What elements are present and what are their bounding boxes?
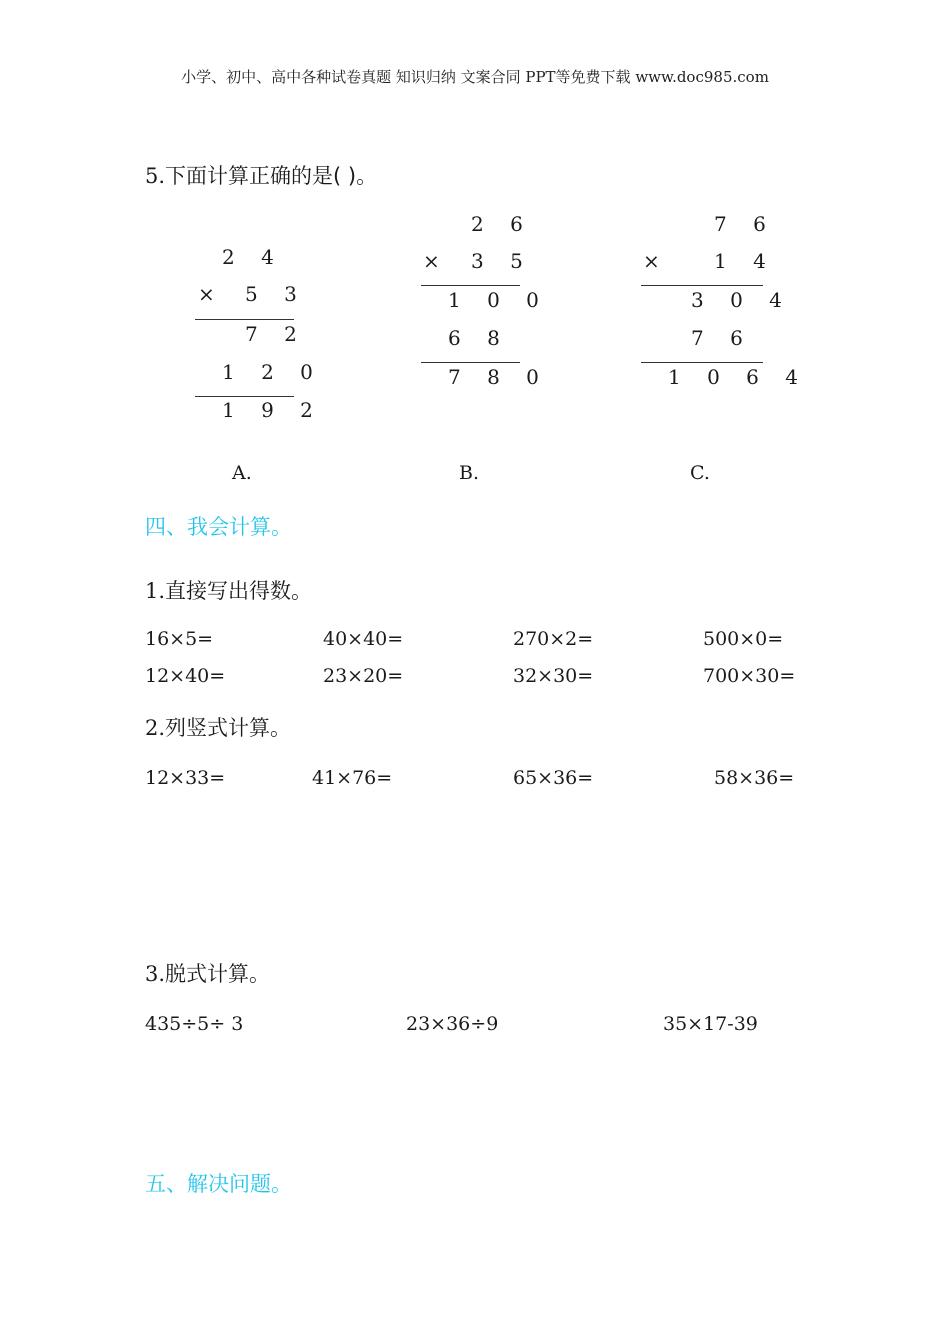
- vertical-problem: 58×36=: [714, 767, 795, 789]
- option-a-result: 1 9 2: [222, 398, 323, 422]
- option-c-result: 1 0 6 4: [668, 365, 808, 389]
- option-a-multiplier: 5 3: [245, 282, 307, 306]
- vertical-problem: 12×33=: [145, 767, 226, 789]
- option-a-times-sign: ×: [198, 282, 225, 306]
- option-c-multiplicand: 7 6: [714, 212, 776, 236]
- oral-problem: 23×20=: [323, 665, 404, 687]
- oral-problem: 40×40=: [323, 628, 404, 650]
- option-c-label: C.: [690, 462, 710, 484]
- option-a-line-2: [195, 396, 294, 397]
- part-2-text: 列竖式计算。: [165, 716, 292, 740]
- option-b-multiplicand: 2 6: [471, 212, 533, 236]
- option-a-multiplicand: 2 4: [222, 245, 284, 269]
- oral-problem: 16×5=: [145, 628, 214, 650]
- option-b-line-1: [421, 285, 520, 286]
- option-c-times-sign: ×: [643, 249, 670, 273]
- option-a-line-1: [195, 319, 294, 320]
- section-4-title: 四、我会计算。: [145, 515, 292, 539]
- question-5-text: 下面计算正确的是( )。: [165, 164, 378, 188]
- page-header: 小学、初中、高中各种试卷真题 知识归纳 文案合同 PPT等免费下载 www.doc985.com: [181, 68, 769, 86]
- oral-problem: 32×30=: [513, 665, 594, 687]
- option-b-times-sign: ×: [423, 249, 450, 273]
- vertical-problem: 65×36=: [513, 767, 594, 789]
- section-5-title: 五、解决问题。: [145, 1172, 292, 1196]
- part-2-title: [145, 712, 291, 742]
- option-a-label: A.: [232, 462, 252, 484]
- part-3-number: 3.: [145, 962, 166, 986]
- option-b-partial-1: 1 0 0: [448, 288, 549, 312]
- question-5-title: [145, 160, 377, 190]
- part-1-title: [145, 575, 312, 605]
- question-5-number: 5.: [145, 164, 166, 188]
- option-b-partial-2: 6 8: [448, 326, 510, 350]
- option-c-partial-1: 3 0 4: [691, 288, 792, 312]
- part-3-text: 脱式计算。: [165, 962, 271, 986]
- option-c-partial-2: 7 6: [691, 326, 753, 350]
- vertical-problem: 41×76=: [312, 767, 393, 789]
- option-c-multiplier: 1 4: [714, 249, 776, 273]
- option-b-result: 7 8 0: [448, 365, 549, 389]
- option-b-line-2: [421, 362, 520, 363]
- part-3-title: [145, 958, 270, 988]
- option-a-partial-1: 7 2: [245, 322, 307, 346]
- option-c-line-1: [641, 285, 763, 286]
- option-a-partial-2: 1 2 0: [222, 360, 323, 384]
- stepwise-problem: 23×36÷9: [406, 1013, 499, 1035]
- option-b-multiplier: 3 5: [471, 249, 533, 273]
- oral-problem: 500×0=: [703, 628, 784, 650]
- stepwise-problem: 435÷5÷ 3: [145, 1013, 244, 1035]
- part-1-text: 直接写出得数。: [165, 579, 313, 603]
- stepwise-problem: 35×17-39: [663, 1013, 758, 1035]
- part-1-number: 1.: [145, 579, 166, 603]
- oral-problem: 270×2=: [513, 628, 594, 650]
- oral-problem: 12×40=: [145, 665, 226, 687]
- oral-problem: 700×30=: [703, 665, 796, 687]
- part-2-number: 2.: [145, 716, 166, 740]
- option-b-label: B.: [459, 462, 480, 484]
- option-c-line-2: [641, 362, 763, 363]
